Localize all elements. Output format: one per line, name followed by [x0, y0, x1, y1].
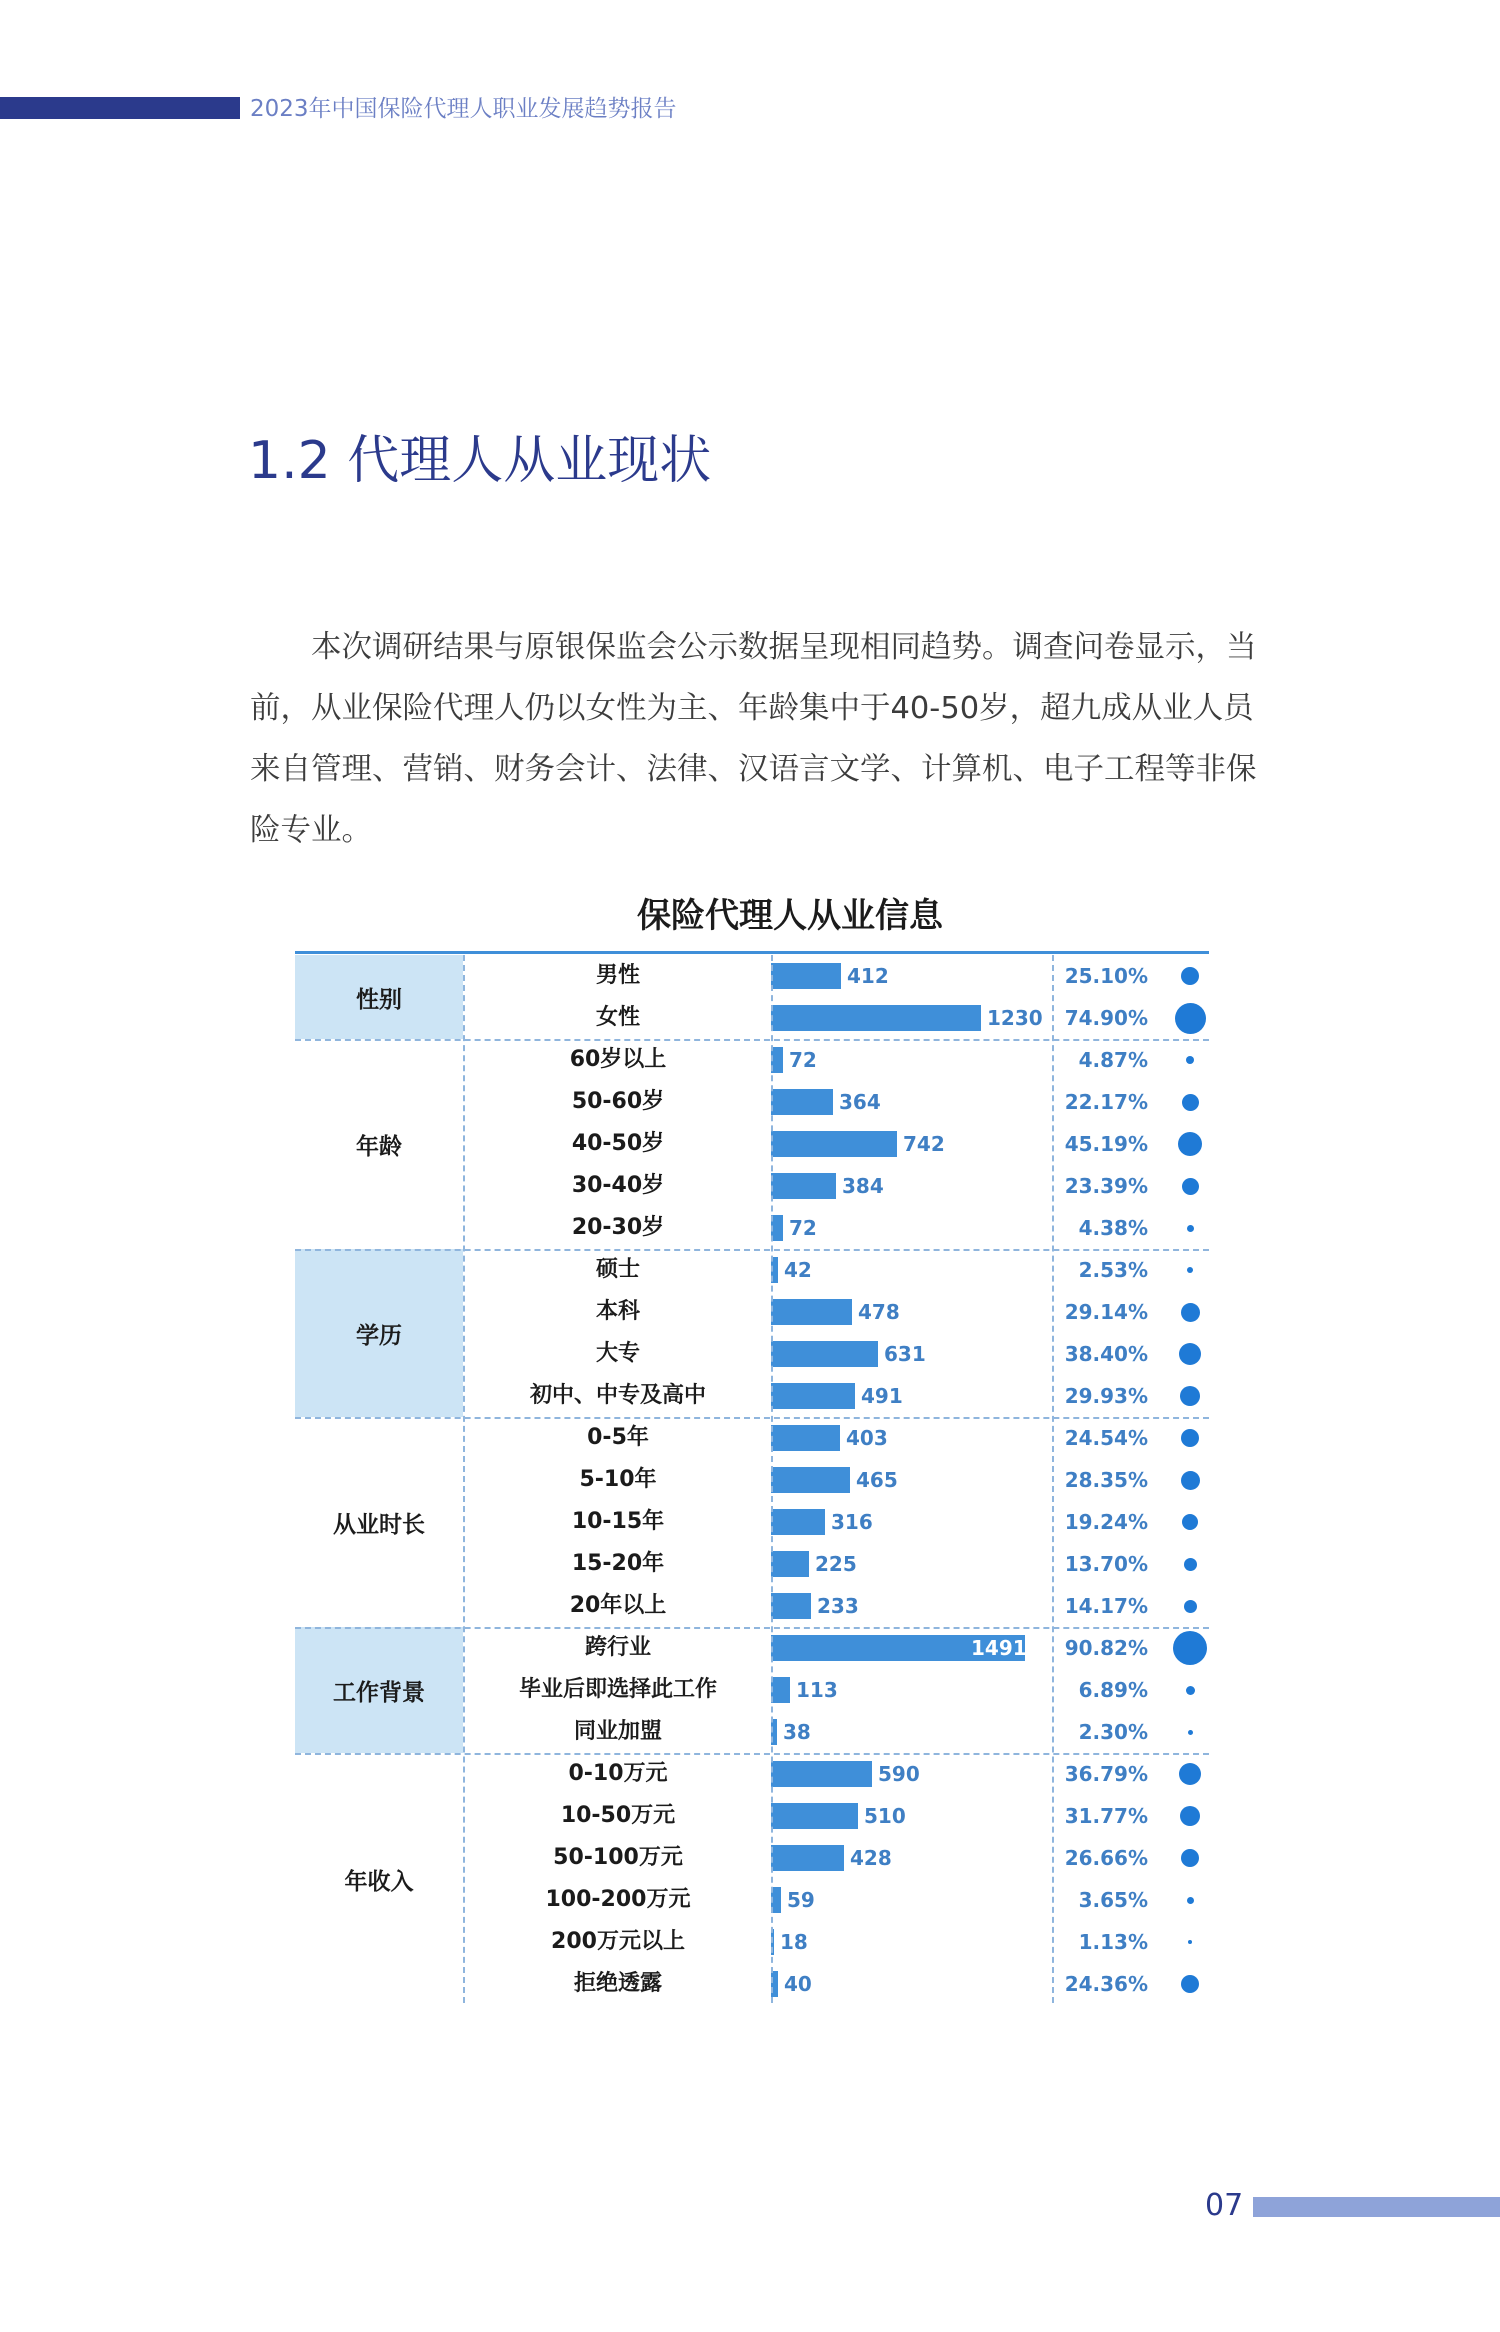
percent-dot — [1182, 1514, 1198, 1530]
bar-value-label: 40 — [784, 1972, 812, 1996]
percent-label: 4.38% — [1078, 1216, 1148, 1240]
table-row — [0, 1081, 1500, 1123]
bar-value-label: 384 — [842, 1174, 884, 1198]
value-bar — [771, 1131, 897, 1157]
percent-label: 22.17% — [1064, 1090, 1148, 1114]
bar-value-label: 18 — [780, 1930, 808, 1954]
bar-value-label: 72 — [789, 1216, 817, 1240]
table-row — [0, 1921, 1500, 1963]
percent-label: 74.90% — [1064, 1006, 1148, 1030]
percent-dot — [1181, 1429, 1199, 1447]
table-row — [0, 1459, 1500, 1501]
bar-value-label: 465 — [856, 1468, 898, 1492]
bar-value-label: 225 — [815, 1552, 857, 1576]
percent-label: 2.53% — [1078, 1258, 1148, 1282]
value-bar — [771, 1341, 878, 1367]
table-row — [0, 1501, 1500, 1543]
percent-dot — [1187, 1225, 1194, 1232]
percent-dot — [1179, 1343, 1201, 1365]
bar-value-label: 491 — [861, 1384, 903, 1408]
report-header-title: 2023年中国保险代理人职业发展趋势报告 — [250, 96, 677, 122]
percent-label: 90.82% — [1064, 1636, 1148, 1660]
table-row — [0, 1837, 1500, 1879]
percent-label: 19.24% — [1064, 1510, 1148, 1534]
percent-label: 24.54% — [1064, 1426, 1148, 1450]
bar-value-label: 38 — [783, 1720, 811, 1744]
column-separator — [1052, 955, 1054, 2003]
percent-label: 24.36% — [1064, 1972, 1148, 1996]
table-row — [0, 1711, 1500, 1753]
percent-dot — [1186, 1686, 1195, 1695]
table-top-rule — [295, 951, 1209, 954]
row-label: 30-40岁 — [571, 1173, 665, 1198]
percent-dot — [1181, 1975, 1199, 1993]
bar-value-label: 364 — [839, 1090, 881, 1114]
percent-dot — [1181, 1303, 1200, 1322]
bar-value-label: 1230 — [987, 1006, 1043, 1030]
percent-dot — [1184, 1600, 1197, 1613]
bar-value-label: 233 — [817, 1594, 859, 1618]
row-label: 40-50岁 — [571, 1131, 665, 1156]
value-bar — [771, 1509, 825, 1535]
percent-label: 31.77% — [1064, 1804, 1148, 1828]
bar-value-label: 403 — [846, 1426, 888, 1450]
section-title: 1.2 代理人从业现状 — [248, 431, 712, 491]
table-row — [0, 1795, 1500, 1837]
row-label: 60岁以上 — [569, 1047, 667, 1072]
value-bar — [771, 1425, 840, 1451]
row-label: 15-20年 — [571, 1551, 665, 1576]
percent-label: 6.89% — [1078, 1678, 1148, 1702]
table-row — [0, 1165, 1500, 1207]
bar-value-label: 412 — [847, 964, 889, 988]
table-row — [0, 1879, 1500, 1921]
value-bar — [771, 1677, 790, 1703]
percent-dot — [1180, 1806, 1200, 1826]
row-label: 初中、中专及高中 — [529, 1383, 706, 1408]
table-row — [0, 1753, 1500, 1795]
page-number: 07 — [1205, 2188, 1244, 2223]
table-row — [0, 1207, 1500, 1249]
percent-label: 38.40% — [1064, 1342, 1148, 1366]
row-label: 女性 — [595, 1005, 640, 1030]
percent-label: 1.13% — [1078, 1930, 1148, 1954]
value-bar — [771, 1467, 850, 1493]
bar-value-label: 42 — [784, 1258, 812, 1282]
value-bar — [771, 1761, 872, 1787]
category-cell: 工作背景 — [295, 1627, 463, 1753]
percent-dot — [1187, 1267, 1193, 1273]
row-label: 大专 — [595, 1341, 640, 1366]
percent-dot — [1179, 1763, 1201, 1785]
bar-value-label: 316 — [831, 1510, 873, 1534]
row-label: 50-60岁 — [571, 1089, 665, 1114]
percent-label: 14.17% — [1064, 1594, 1148, 1618]
row-label: 5-10年 — [579, 1467, 657, 1492]
category-cell: 从业时长 — [333, 1511, 425, 1538]
category-cell: 性别 — [295, 955, 463, 1039]
table-row — [0, 1375, 1500, 1417]
table-row — [0, 1669, 1500, 1711]
table-row — [0, 1249, 1500, 1291]
percent-dot — [1182, 1094, 1199, 1111]
value-bar — [771, 1845, 844, 1871]
row-label: 同业加盟 — [573, 1719, 662, 1744]
percent-dot — [1184, 1558, 1197, 1571]
row-label: 20年以上 — [569, 1593, 667, 1618]
percent-dot — [1178, 1132, 1202, 1156]
header-accent-bar — [0, 97, 240, 119]
table-row — [0, 1417, 1500, 1459]
percent-label: 3.65% — [1078, 1888, 1148, 1912]
row-label: 0-5年 — [587, 1425, 649, 1450]
bar-value-label: 59 — [787, 1888, 815, 1912]
value-bar — [771, 1383, 855, 1409]
percent-label: 29.93% — [1064, 1384, 1148, 1408]
bar-value-label: 631 — [884, 1342, 926, 1366]
bar-value-label: 428 — [850, 1846, 892, 1870]
table-row — [0, 1123, 1500, 1165]
percent-label: 13.70% — [1064, 1552, 1148, 1576]
percent-label: 28.35% — [1064, 1468, 1148, 1492]
bar-value-label: 510 — [864, 1804, 906, 1828]
column-separator — [771, 955, 773, 2003]
table-row — [0, 1039, 1500, 1081]
row-label: 跨行业 — [584, 1635, 651, 1660]
bar-value-label: 72 — [789, 1048, 817, 1072]
value-bar — [771, 1593, 811, 1619]
bar-value-label: 1491 — [971, 1636, 1027, 1660]
percent-dot — [1181, 1849, 1199, 1867]
table-row — [0, 1585, 1500, 1627]
row-label: 硕士 — [595, 1257, 640, 1282]
column-separator — [463, 955, 465, 2003]
table-row — [0, 1963, 1500, 2005]
percent-dot — [1187, 1897, 1194, 1904]
percent-dot — [1173, 1631, 1207, 1665]
category-cell: 学历 — [295, 1249, 463, 1417]
percent-dot — [1180, 1386, 1200, 1406]
row-label: 50-100万元 — [553, 1845, 683, 1870]
table-row — [0, 1291, 1500, 1333]
value-bar — [771, 1173, 836, 1199]
chart-title: 保险代理人从业信息 — [637, 896, 943, 936]
table-row — [0, 1333, 1500, 1375]
value-bar — [771, 1299, 852, 1325]
row-label: 拒绝透露 — [573, 1971, 662, 1996]
value-bar — [771, 1005, 981, 1031]
percent-dot — [1181, 1471, 1200, 1490]
percent-label: 29.14% — [1064, 1300, 1148, 1324]
row-label: 10-50万元 — [560, 1803, 676, 1828]
row-label: 0-10万元 — [568, 1761, 668, 1786]
value-bar — [771, 1803, 858, 1829]
category-cell: 年收入 — [344, 1868, 414, 1895]
table-row — [0, 955, 1500, 997]
value-bar — [771, 1089, 833, 1115]
percent-label: 4.87% — [1078, 1048, 1148, 1072]
percent-label: 26.66% — [1064, 1846, 1148, 1870]
percent-label: 45.19% — [1064, 1132, 1148, 1156]
percent-dot — [1188, 1730, 1193, 1735]
row-label: 100-200万元 — [545, 1887, 691, 1912]
category-cell: 年龄 — [356, 1133, 402, 1160]
row-label: 本科 — [595, 1299, 640, 1324]
percent-dot — [1181, 967, 1199, 985]
table-row — [0, 997, 1500, 1039]
table-row — [0, 1543, 1500, 1585]
bar-value-label: 478 — [858, 1300, 900, 1324]
footer-accent-bar — [1253, 2197, 1500, 2217]
value-bar — [771, 1551, 809, 1577]
row-label: 10-15年 — [571, 1509, 665, 1534]
bar-value-label: 742 — [903, 1132, 945, 1156]
percent-label: 25.10% — [1064, 964, 1148, 988]
percent-dot — [1186, 1056, 1194, 1064]
percent-dot — [1175, 1003, 1206, 1034]
row-label: 毕业后即选择此工作 — [518, 1677, 717, 1702]
percent-dot — [1188, 1940, 1192, 1944]
percent-dot — [1182, 1178, 1199, 1195]
value-bar — [771, 963, 841, 989]
percent-label: 36.79% — [1064, 1762, 1148, 1786]
row-label: 20-30岁 — [571, 1215, 665, 1240]
percent-label: 2.30% — [1078, 1720, 1148, 1744]
table-row — [0, 1627, 1500, 1669]
body-paragraph: 本次调研结果与原银保监会公示数据呈现相同趋势。调查问卷显示，当前，从业保险代理人仍以女性为主、年龄集中于40-50岁，超九成从业人员来自管理、营销、财务会计、法律、汉语言文学、计算机、电子工程等非保险专业。 — [250, 630, 1257, 848]
row-label: 200万元以上 — [551, 1929, 685, 1954]
bar-value-label: 590 — [878, 1762, 920, 1786]
bar-value-label: 113 — [796, 1678, 838, 1702]
row-label: 男性 — [595, 963, 640, 988]
percent-label: 23.39% — [1064, 1174, 1148, 1198]
